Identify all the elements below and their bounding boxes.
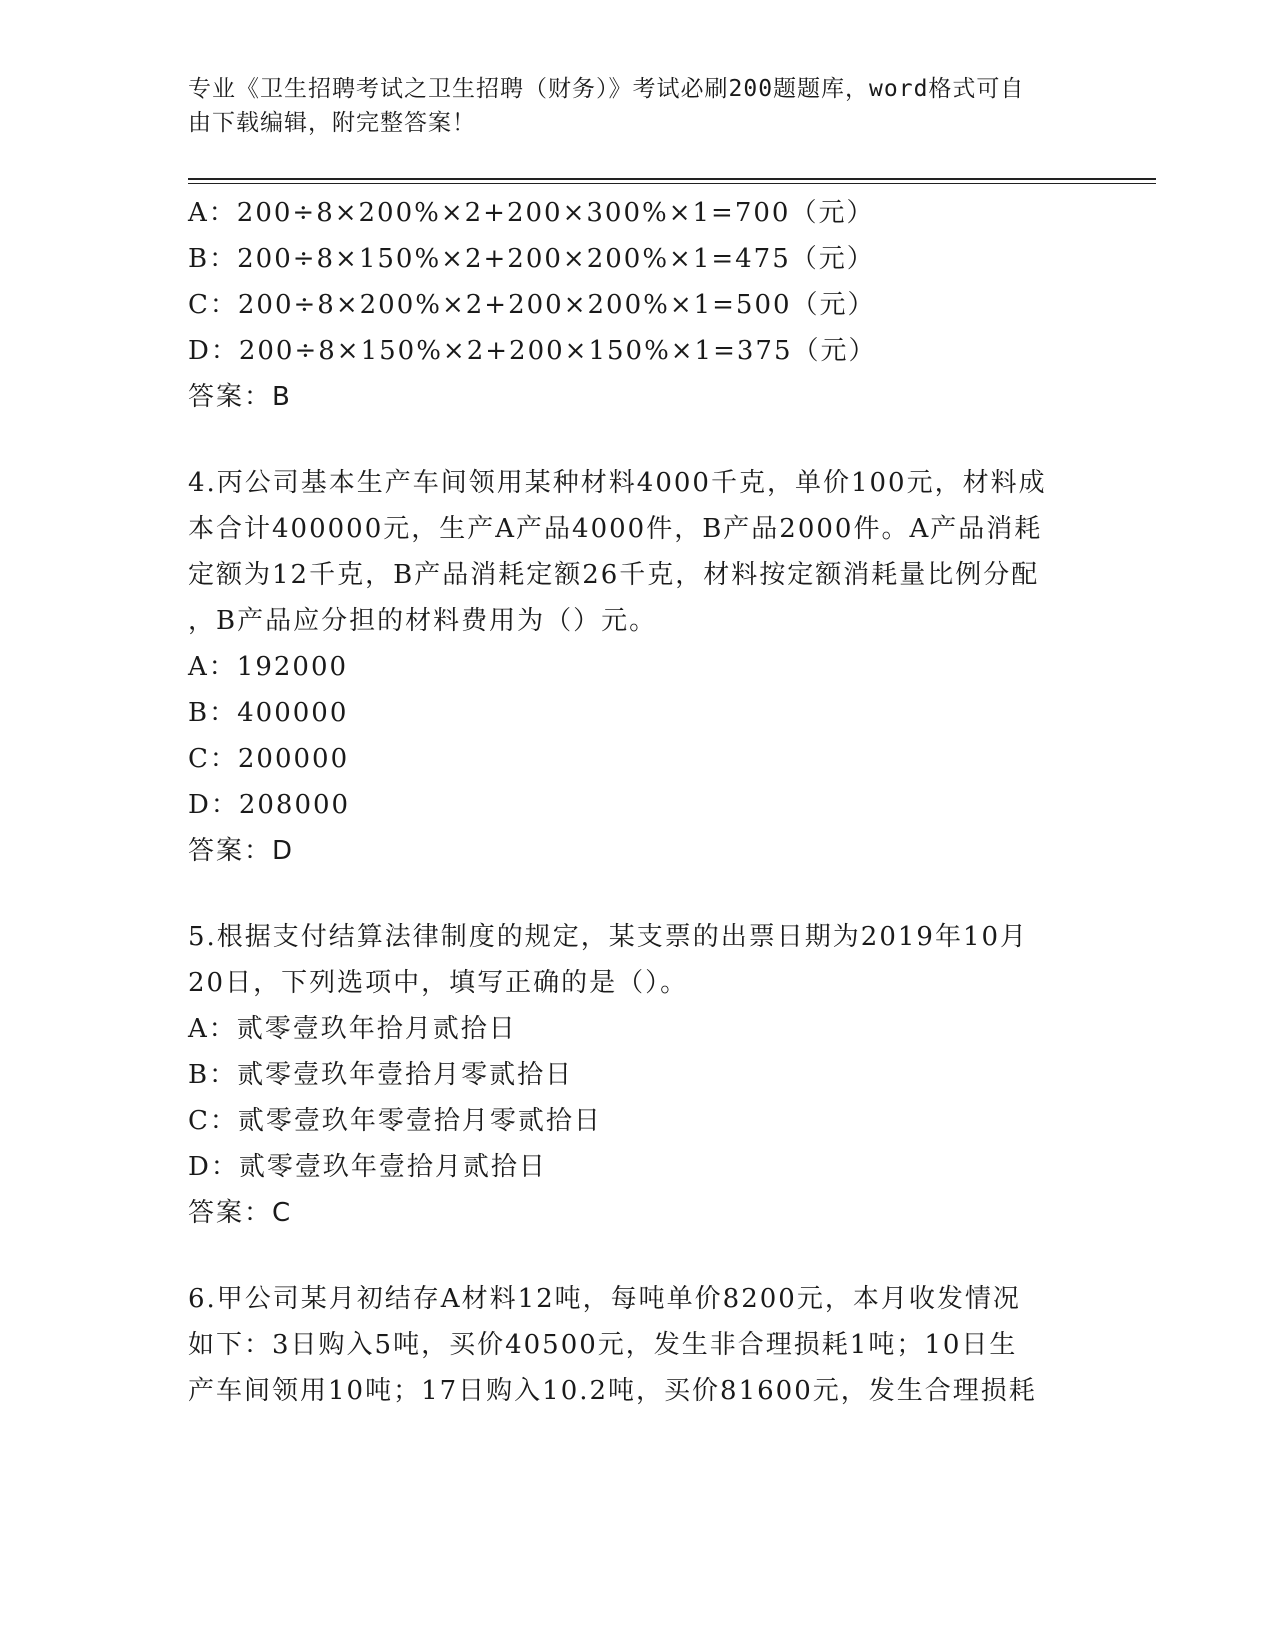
answer: 答案：B [188, 382, 292, 412]
option-d: D：208000 [188, 790, 351, 820]
question-5 [188, 914, 1088, 1236]
page-header [188, 72, 1088, 140]
question-text-line: 定额为12千克，B产品消耗定额26千克，材料按定额消耗量比例分配 [188, 560, 1040, 590]
question-text-line: ，B产品应分担的材料费用为（）元。 [188, 606, 658, 636]
option-c: C：200000 [188, 744, 350, 774]
option-d: D：200÷8×150%×2+200×150%×1=375（元） [188, 336, 877, 366]
question-6 [188, 1276, 1088, 1414]
option-c: C：贰零壹玖年零壹拾月零贰拾日 [188, 1106, 602, 1136]
question-text-line: 产车间领用10吨；17日购入10.2吨，买价81600元，发生合理损耗 [188, 1376, 1037, 1406]
option-a: A：192000 [188, 652, 349, 682]
question-4 [188, 460, 1088, 874]
spacer [188, 1236, 1088, 1276]
header-line-2: 由下载编辑，附完整答案！ [188, 110, 476, 136]
spacer [188, 874, 1088, 914]
spacer [188, 420, 1088, 460]
option-d: D：贰零壹玖年壹拾月贰拾日 [188, 1152, 547, 1182]
answer: 答案：D [188, 836, 295, 866]
question-text-line: 20日，下列选项中，填写正确的是（）。 [188, 968, 689, 998]
question-text-line: 4.丙公司基本生产车间领用某种材料4000千克，单价100元，材料成 [188, 468, 1047, 498]
option-b: B：400000 [188, 698, 349, 728]
header-rule-thin [188, 183, 1156, 184]
header-rule-thick [188, 178, 1156, 180]
option-c: C：200÷8×200%×2+200×200%×1=500（元） [188, 290, 876, 320]
document-body [188, 190, 1088, 1414]
option-b: B：200÷8×150%×2+200×200%×1=475（元） [188, 244, 875, 274]
question-text-line: 本合计400000元，生产A产品4000件，B产品2000件。A产品消耗 [188, 514, 1043, 544]
option-a: A：200÷8×200%×2+200×300%×1=700（元） [188, 198, 875, 228]
question-text-line: 如下：3日购入5吨，买价40500元，发生非合理损耗1吨；10日生 [188, 1330, 1018, 1360]
option-a: A：贰零壹玖年拾月贰拾日 [188, 1014, 517, 1044]
question-3 [188, 190, 1088, 420]
question-text-line: 5.根据支付结算法律制度的规定，某支票的出票日期为2019年10月 [188, 922, 1029, 952]
header-line-1: 专业《卫生招聘考试之卫生招聘（财务）》考试必刷200题题库，word格式可自 [188, 76, 1025, 102]
answer: 答案：C [188, 1198, 293, 1228]
option-b: B：贰零壹玖年壹拾月零贰拾日 [188, 1060, 574, 1090]
question-text-line: 6.甲公司某月初结存A材料12吨，每吨单价8200元，本月收发情况 [188, 1284, 1021, 1314]
